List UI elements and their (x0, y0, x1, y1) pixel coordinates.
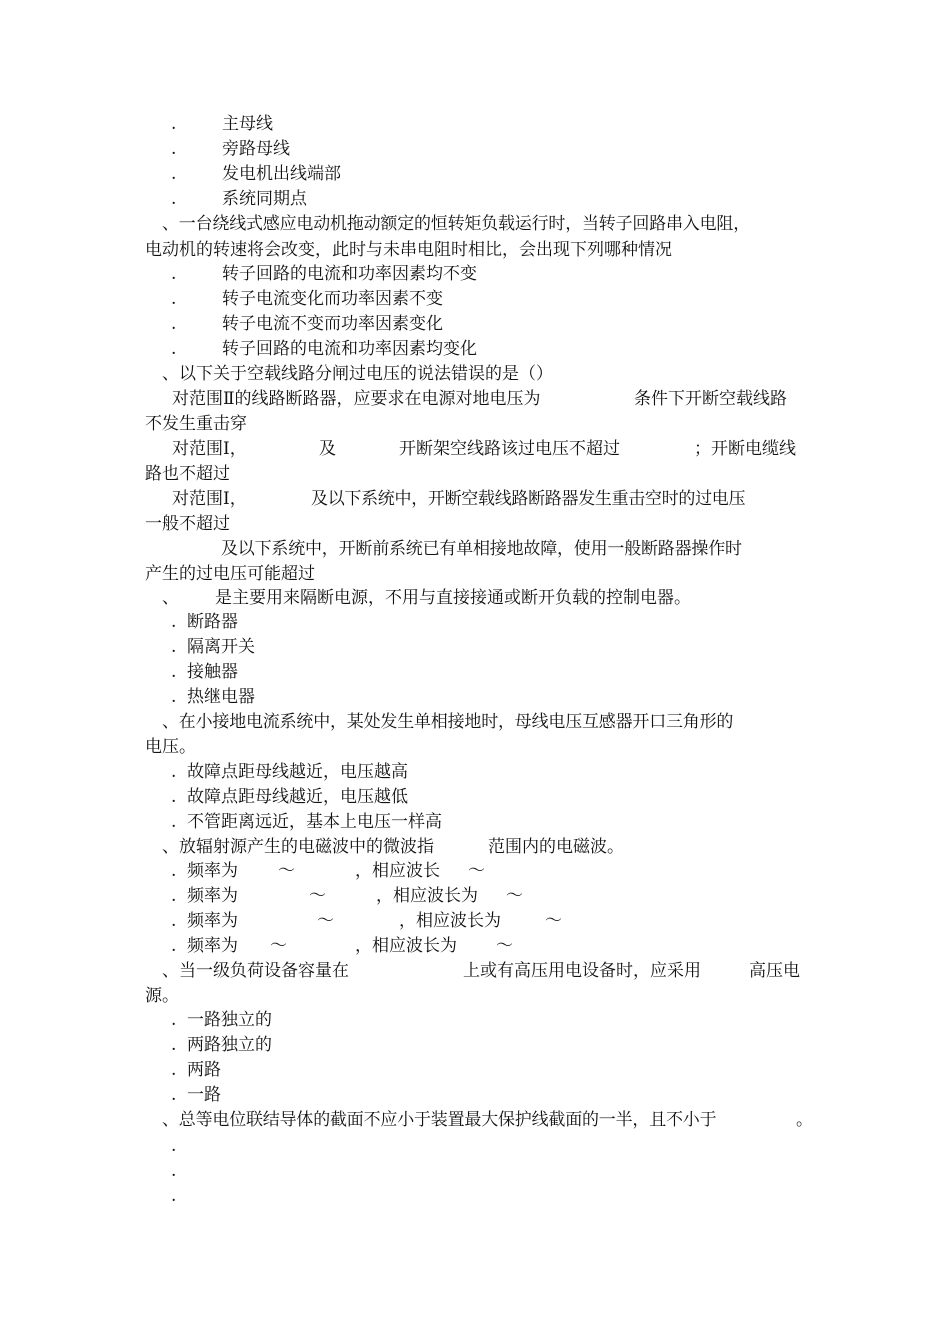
question-bond-stem: 、总等电位联结导体的截面不应小于装置最大保护线截面的一半，且不小于 (162, 1110, 717, 1130)
option-marker: . (171, 787, 177, 807)
option-a-text-line2: 不发生重击穿 (145, 414, 247, 434)
option-a-text: 主母线 (222, 114, 273, 134)
option-d-text: ～ (270, 936, 287, 956)
question-microwave-stem: 、放辐射源产生的电磁波中的微波指 (162, 837, 434, 857)
option-marker: . (171, 164, 177, 184)
option-c-text: 接触器 (187, 662, 238, 682)
option-a-text: ～ (278, 861, 295, 881)
option-c-text: 两路 (187, 1060, 221, 1080)
option-d-text: 系统同期点 (222, 189, 307, 209)
option-b-text: 及 (319, 439, 336, 459)
option-d-text: 一路 (187, 1085, 221, 1105)
option-c-text: 发电机出线端部 (222, 164, 341, 184)
question-power-stem: 、当一级负荷设备容量在 (162, 961, 349, 981)
option-c-text-line2: 一般不超过 (145, 514, 230, 534)
option-a-text: ，相应波长 (355, 861, 440, 881)
option-marker: . (171, 139, 177, 159)
question-motor-stem-line2: 电动机的转速将会改变，此时与未串电阻时相比，会出现下列哪种情况 (145, 240, 672, 260)
option-marker: . (171, 264, 177, 284)
option-b-text: 故障点距母线越近，电压越低 (187, 787, 408, 807)
option-a-text: ～ (468, 861, 485, 881)
option-d-text: 热继电器 (187, 687, 255, 707)
option-d-text: ，相应波长为 (355, 936, 457, 956)
option-marker: . (171, 114, 177, 134)
question-microwave-stem: 范围内的电磁波。 (488, 837, 624, 857)
option-a-text: 转子回路的电流和功率因素均不变 (222, 264, 477, 284)
option-b-text: 旁路母线 (222, 139, 290, 159)
option-a-text: 故障点距母线越近，电压越高 (187, 762, 408, 782)
option-marker: . (171, 762, 177, 782)
option-marker: . (171, 1186, 177, 1206)
option-d-text: ～ (496, 936, 513, 956)
option-a-text: 条件下开断空载线路 (634, 389, 787, 409)
option-marker: . (171, 1085, 177, 1105)
option-b-text: 两路独立的 (187, 1035, 272, 1055)
option-c-text: ，相应波长为 (399, 911, 501, 931)
option-marker: . (171, 1161, 177, 1181)
question-isolator-stem: 、 (162, 588, 179, 608)
option-c-text: 对范围Ⅰ， (172, 489, 247, 509)
option-b-text: ，相应波长为 (376, 886, 478, 906)
option-c-text: 频率为 (187, 911, 238, 931)
option-marker: . (171, 189, 177, 209)
option-b-text: ；开断电缆线 (694, 439, 796, 459)
question-ground-stem-line2: 电压。 (145, 737, 196, 757)
option-c-text: 不管距离远近，基本上电压一样高 (187, 812, 442, 832)
option-c-text: ～ (545, 911, 562, 931)
option-marker: . (171, 1010, 177, 1030)
question-bond-stem-end: 。 (796, 1110, 813, 1130)
option-b-text: 频率为 (187, 886, 238, 906)
option-marker: . (171, 662, 177, 682)
option-d-text: 转子回路的电流和功率因素均变化 (222, 339, 477, 359)
option-marker: . (171, 1060, 177, 1080)
question-motor-stem-line1: 、一台绕线式感应电动机拖动额定的恒转矩负载运行时，当转子回路串入电阻， (162, 214, 750, 234)
option-marker: . (171, 1136, 177, 1156)
option-a-text: 一路独立的 (187, 1010, 272, 1030)
option-d-text-line2: 产生的过电压可能超过 (145, 564, 315, 584)
option-b-text: 隔离开关 (187, 637, 255, 657)
option-b-text: 开断架空线路该过电压不超过 (399, 439, 620, 459)
option-marker: . (171, 289, 177, 309)
option-b-text-line2: 路也不超过 (145, 464, 230, 484)
question-power-stem: 上或有高压用电设备时，应采用 (463, 961, 701, 981)
option-a-text: 频率为 (187, 861, 238, 881)
option-c-text: 转子电流不变而功率因素变化 (222, 314, 443, 334)
option-marker: . (171, 911, 177, 931)
option-a-text: 对范围Ⅱ的线路断路器，应要求在电源对地电压为 (172, 389, 541, 409)
option-b-text: 对范围Ⅰ， (172, 439, 247, 459)
option-b-text: 转子电流变化而功率因素不变 (222, 289, 443, 309)
option-marker: . (171, 861, 177, 881)
option-marker: . (171, 687, 177, 707)
option-b-text: ～ (506, 886, 523, 906)
option-marker: . (171, 1035, 177, 1055)
option-marker: . (171, 339, 177, 359)
option-marker: . (171, 612, 177, 632)
question-power-stem: 高压电 (749, 961, 800, 981)
option-c-text: ～ (317, 911, 334, 931)
question-ground-stem-line1: 、在小接地电流系统中，某处发生单相接地时，母线电压互感器开口三角形的 (162, 712, 734, 732)
question-overvoltage-stem: 、以下关于空载线路分闸过电压的说法错误的是（） (162, 364, 553, 384)
option-marker: . (171, 812, 177, 832)
option-c-text: 及以下系统中，开断空载线路断路器发生重击空时的过电压 (311, 489, 746, 509)
option-marker: . (171, 314, 177, 334)
option-marker: . (171, 637, 177, 657)
option-marker: . (171, 936, 177, 956)
option-marker: . (171, 886, 177, 906)
question-isolator-stem: 是主要用来隔断电源，不用与直接接通或断开负载的控制电器。 (215, 588, 691, 608)
question-power-stem-line2: 源。 (145, 986, 179, 1006)
option-d-text: 频率为 (187, 936, 238, 956)
option-a-text: 断路器 (187, 612, 238, 632)
option-d-text: 及以下系统中，开断前系统已有单相接地故障，使用一般断路器操作时 (221, 539, 742, 559)
option-b-text: ～ (309, 886, 326, 906)
